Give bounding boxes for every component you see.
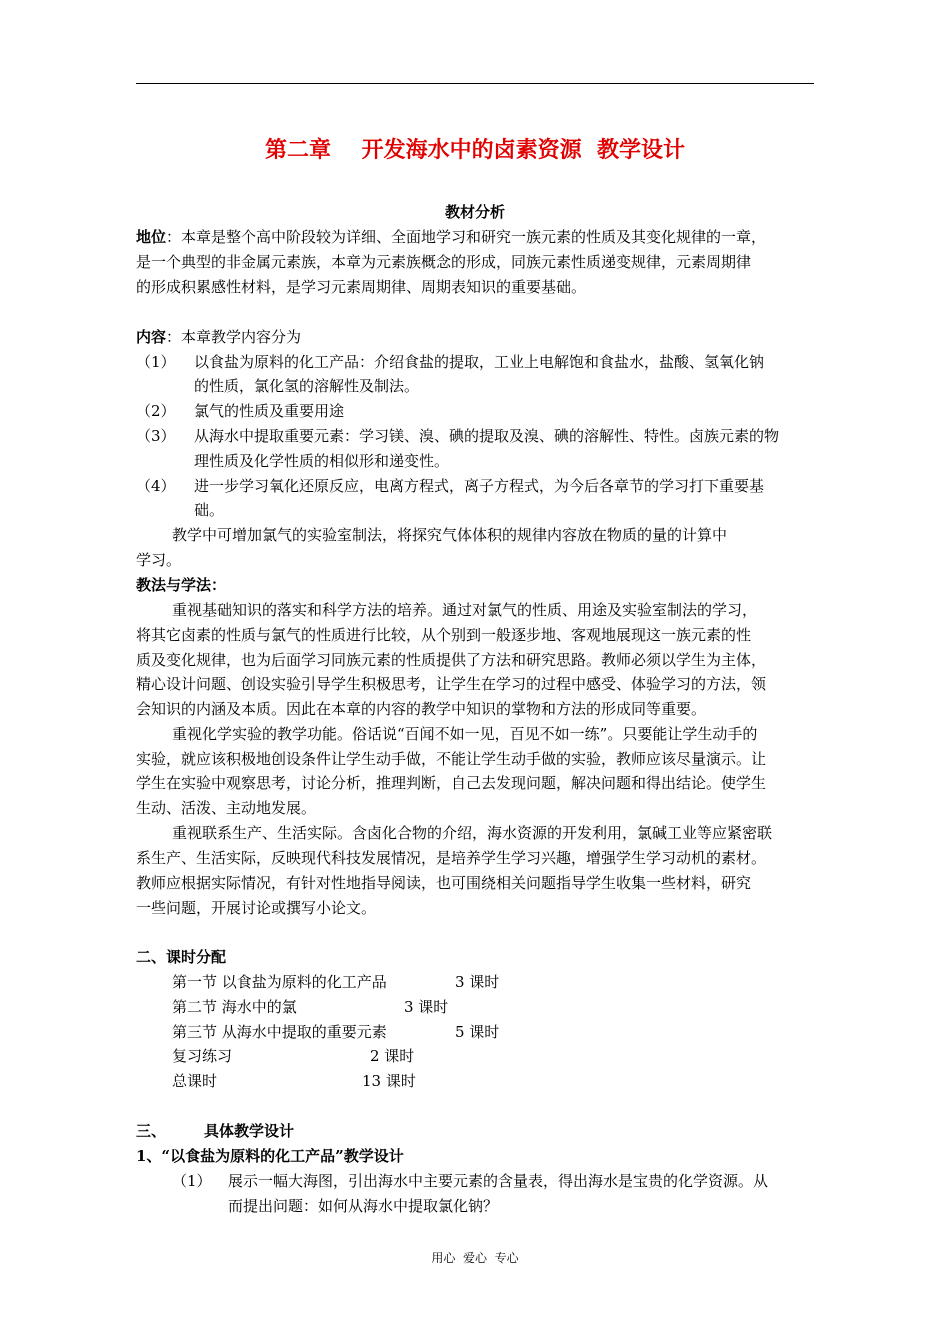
content-item-text: 氯气的性质及重要用途 [194,402,345,420]
design-item-text: 而提出问题：如何从海水中提取氯化钠？ [228,1197,499,1215]
position-paragraph-line: 的形成积累感性材料，是学习元素周期律、周期表知识的重要基础。 [136,278,587,296]
header-rule [136,83,814,84]
schedule-label: 第二节 海水中的氯 [172,998,297,1016]
content-note-line: 学习。 [136,551,182,569]
page-footer: 用心 爱心 专心 [431,1251,519,1265]
design-heading-number: 三、 [136,1122,167,1140]
method-paragraph-line: 精心设计问题、创设实验引导学生积极思考，让学生在学习的过程中感受、体验学习的方法，领 [136,675,767,693]
position-label: 地位 [136,228,167,246]
method-paragraph-line: 一些问题，开展讨论或撰写小论文。 [136,899,377,917]
content-item-text: 的性质，氯化氢的溶解性及制法。 [194,377,420,395]
content-item-text: 以食盐为原料的化工产品：介绍食盐的提取，工业上电解饱和食盐水，盐酸、氢氧化钠 [194,353,765,371]
design-heading: 具体教学设计 [204,1122,295,1140]
content-item-number: （4） [136,477,176,495]
method-paragraph-line: 重视基础知识的落实和科学方法的培养。通过对氯气的性质、用途及实验室制法的学习， [172,601,758,619]
content-item-number: （3） [136,427,176,445]
position-paragraph-line: 地位：本章是整个高中阶段较为详细、全面地学习和研究一族元素的性质及其变化规律的一章， [136,228,767,246]
content-item-number: （2） [136,402,176,420]
content-intro: 内容：本章教学内容分为 [136,328,302,346]
schedule-label: 第一节 以食盐为原料的化工产品 [172,973,387,991]
method-paragraph-line: 生动、活泼、主动地发展。 [136,799,317,817]
schedule-heading: 二、课时分配 [136,948,227,966]
content-item-text: 从海水中提取重要元素：学习镁、溴、碘的提取及溴、碘的溶解性、特性。卤族元素的物 [194,427,780,445]
method-paragraph-line: 重视化学实验的教学功能。俗话说“百闻不如一见，百见不如一练”。只要能让学生动手的 [172,725,758,743]
content-item-text: 进一步学习氧化还原反应，电离方程式，离子方程式，为今后各章节的学习打下重要基 [194,477,765,495]
position-paragraph-line: 是一个典型的非金属元素族，本章为元素族概念的形成，同族元素性质递变规律，元素周期律 [136,253,752,271]
method-paragraph-line: 重视联系生产、生活实际。含卤化合物的介绍，海水资源的开发利用，氯碱工业等应紧密联 [172,824,773,842]
schedule-hours: 3 课时 [455,973,500,991]
content-item-text: 理性质及化学性质的相似形和递变性。 [194,452,450,470]
schedule-label: 总课时 [172,1072,218,1090]
content-label: 内容 [136,328,167,346]
schedule-label: 复习练习 [172,1047,233,1065]
method-heading: 教法与学法： [136,576,227,594]
section-heading-analysis: 教材分析 [444,203,505,221]
method-paragraph-line: 教师应根据实际情况，有针对性地指导阅读，也可围绕相关问题指导学生收集一些材料，研究 [136,874,752,892]
method-paragraph-line: 将其它卤素的性质与氯气的性质进行比较，从个别到一般逐步地、客观地展现这一族元素的性 [136,626,752,644]
schedule-label: 第三节 从海水中提取的重要元素 [172,1023,387,1041]
method-paragraph-line: 质及变化规律，也为后面学习同族元素的性质提供了方法和研究思路。教师必须以学生为主体， [136,651,767,669]
method-paragraph-line: 实验，就应该积极地创设条件让学生动手做，不能让学生动手做的实验，教师应该尽量演示。让 [136,750,767,768]
schedule-hours: 13 课时 [362,1072,416,1090]
schedule-hours: 5 课时 [455,1023,500,1041]
content-item-text: 础。 [194,501,225,519]
design-item-number: （1） [172,1172,212,1190]
schedule-hours: 2 课时 [370,1047,415,1065]
design-item-text: 展示一幅大海图，引出海水中主要元素的含量表，得出海水是宝贵的化学资源。从 [228,1172,769,1190]
content-item-number: （1） [136,353,176,371]
design-subheading: 1、“以食盐为原料的化工产品”教学设计 [136,1147,404,1165]
method-paragraph-line: 学生在实验中观察思考，讨论分析，推理判断，自己去发现问题，解决问题和得出结论。使学生 [136,774,767,792]
page-title: 第二章 开发海水中的卤素资源 教学设计 [265,138,685,163]
method-paragraph-line: 系生产、生活实际，反映现代科技发展情况，是培养学生学习兴趣，增强学生学习动机的素材。 [136,849,767,867]
schedule-hours: 3 课时 [404,998,449,1016]
content-note-line: 教学中可增加氯气的实验室制法，将探究气体体积的规律内容放在物质的量的计算中 [172,526,728,544]
method-paragraph-line: 会知识的内涵及本质。因此在本章的内容的教学中知识的掌物和方法的形成同等重要。 [136,700,707,718]
